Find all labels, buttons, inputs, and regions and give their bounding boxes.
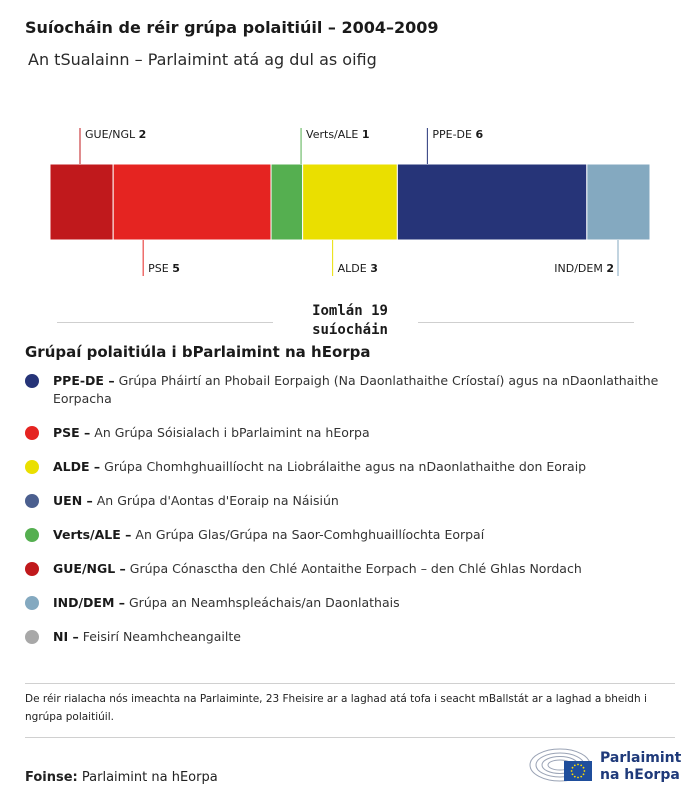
legend-abbr: GUE/NGL – bbox=[53, 561, 126, 576]
logo-line-1: Parlaimint bbox=[600, 750, 682, 766]
legend-dot bbox=[25, 528, 39, 542]
source-label: Foinse: bbox=[25, 770, 78, 785]
legend-dot bbox=[25, 562, 39, 576]
legend-item bbox=[25, 560, 665, 594]
legend-item bbox=[25, 424, 665, 458]
total-seats-label bbox=[280, 302, 420, 340]
legend-dot bbox=[25, 426, 39, 440]
bar-segment-pse bbox=[113, 164, 271, 240]
legend-abbr: PPE-DE – bbox=[53, 373, 115, 388]
footnote: De réir rialacha nós imeachta na Parlaiminte, 23 Fheisire ar a laghad atá tofa i seacht mBallstát ar a laghad a bheidh i ngrúpa polaitiúil. bbox=[25, 693, 647, 723]
divider-right bbox=[418, 322, 634, 323]
legend-item bbox=[25, 372, 665, 424]
legend-abbr: ALDE – bbox=[53, 459, 101, 474]
legend-abbr: Verts/ALE – bbox=[53, 527, 132, 542]
legend-dot bbox=[25, 494, 39, 508]
chart-title: Suíocháin de réir grúpa polaitiúil – 2004–2009 bbox=[25, 18, 439, 37]
source-value: Parlaimint na hEorpa bbox=[81, 770, 218, 785]
legend-desc: Grúpa Pháirtí an Phobail Eorpaigh (Na Daonlathaithe Críostaí) agus na nDaonlathaithe Eorpacha bbox=[53, 373, 659, 406]
bar-segment-gue-ngl bbox=[50, 164, 113, 240]
logo-line-2: na hEorpa bbox=[600, 767, 680, 783]
source-line bbox=[25, 770, 218, 785]
legend-desc: An Grúpa d'Aontas d'Eoraip na Náisiún bbox=[96, 493, 339, 508]
legend-desc: An Grúpa Glas/Grúpa na Saor-Comhghuaillíochta Eorpaí bbox=[135, 527, 485, 542]
legend-desc: Grúpa Chomhghuaillíocht na Liobrálaithe agus na nDaonlathaithe don Eoraip bbox=[104, 459, 587, 474]
segment-label: IND/DEM 2 bbox=[554, 262, 614, 275]
legend-desc: Grúpa an Neamhspleáchais/an Daonlathais bbox=[129, 595, 400, 610]
legend-item bbox=[25, 526, 665, 560]
note-divider-bottom bbox=[25, 737, 675, 738]
legend-dot bbox=[25, 630, 39, 644]
note-divider-top bbox=[25, 683, 675, 684]
legend-desc: Feisirí Neamhcheangailte bbox=[82, 629, 241, 644]
seat-bar-chart bbox=[0, 120, 700, 290]
legend-dot bbox=[25, 460, 39, 474]
legend bbox=[25, 372, 665, 662]
legend-abbr: IND/DEM – bbox=[53, 595, 126, 610]
segment-label: PPE-DE 6 bbox=[432, 128, 484, 141]
bar-segment-ppe-de bbox=[397, 164, 586, 240]
legend-title: Grúpaí polaitiúla i bParlaimint na hEorpa bbox=[25, 343, 371, 361]
bar-segment-verts-ale bbox=[271, 164, 303, 240]
total-line-2: suíocháin bbox=[312, 322, 388, 338]
chart-subtitle: An tSualainn – Parlaimint atá ag dul as oifig bbox=[28, 50, 377, 69]
legend-abbr: NI – bbox=[53, 629, 79, 644]
segment-label: PSE 5 bbox=[148, 262, 180, 275]
legend-abbr: UEN – bbox=[53, 493, 93, 508]
total-line-1: Iomlán 19 bbox=[312, 303, 388, 319]
divider-left bbox=[57, 322, 273, 323]
legend-desc: Grúpa Cónasctha den Chlé Aontaithe Eorpach – den Chlé Ghlas Nordach bbox=[129, 561, 582, 576]
segment-label: Verts/ALE 1 bbox=[306, 128, 370, 141]
legend-item bbox=[25, 492, 665, 526]
legend-item bbox=[25, 594, 665, 628]
segment-label: ALDE 3 bbox=[337, 262, 378, 275]
logo-text bbox=[600, 750, 681, 784]
legend-item bbox=[25, 458, 665, 492]
legend-desc: An Grúpa Sóisialach i bParlaimint na hEorpa bbox=[94, 425, 370, 440]
segment-label: GUE/NGL 2 bbox=[85, 128, 147, 141]
legend-item bbox=[25, 628, 665, 662]
bar-segment-alde bbox=[303, 164, 398, 240]
legend-dot bbox=[25, 596, 39, 610]
bar-segment-ind-dem bbox=[587, 164, 650, 240]
legend-dot bbox=[25, 374, 39, 388]
legend-abbr: PSE – bbox=[53, 425, 91, 440]
